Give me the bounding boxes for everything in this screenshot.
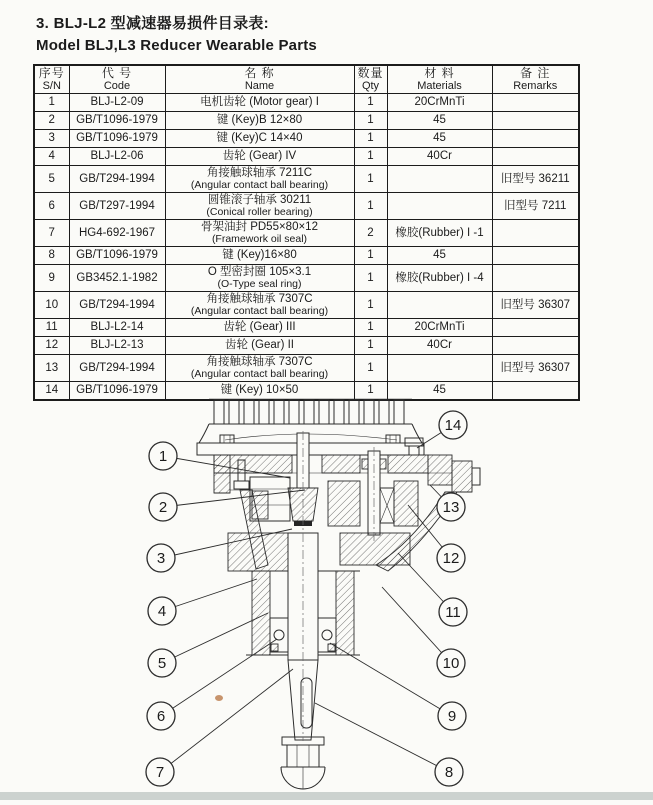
cell-name	[165, 292, 354, 319]
cell-remarks: 旧型号 36211	[492, 166, 579, 193]
table-row	[34, 355, 579, 382]
cell-remarks: 旧型号 36307	[492, 355, 579, 382]
callout-11	[439, 598, 467, 626]
cell-qty: 1	[354, 112, 387, 130]
cell-material: 20CrMnTi	[387, 94, 492, 112]
cell-code: GB3452.1-1982	[69, 265, 165, 292]
part-name: 键 (Key)B 12×80	[216, 114, 303, 127]
part-name-english: (Framework oil seal)	[211, 232, 308, 245]
callout-14	[439, 411, 467, 439]
header-remarks: 备 注 Remarks	[492, 65, 579, 94]
part-name: 齿轮 (Gear) IV	[222, 150, 297, 163]
callout-number: 7	[155, 764, 165, 781]
cell-sn: 3	[34, 130, 69, 148]
cell-material: 45	[387, 382, 492, 401]
cell-code: GB/T1096-1979	[69, 247, 165, 265]
cell-remarks	[492, 247, 579, 265]
table-row	[34, 94, 579, 112]
cell-code: HG4-692-1967	[69, 220, 165, 247]
cell-sn: 1	[34, 94, 69, 112]
cell-name	[165, 319, 354, 337]
cell-qty: 1	[354, 193, 387, 220]
cell-material	[387, 355, 492, 382]
cell-sn: 2	[34, 112, 69, 130]
cell-code: GB/T297-1994	[69, 193, 165, 220]
part-name: 键 (Key)C 14×40	[216, 132, 303, 145]
cell-name	[165, 166, 354, 193]
cell-qty: 2	[354, 220, 387, 247]
reducer-cross-section-diagram	[0, 393, 653, 800]
cell-qty: 1	[354, 130, 387, 148]
cell-remarks	[492, 94, 579, 112]
table-row	[34, 265, 579, 292]
cell-material: 45	[387, 112, 492, 130]
cell-material: 橡胶(Rubber) I -4	[387, 265, 492, 292]
callout-10	[437, 649, 465, 677]
parts-table-header	[34, 65, 579, 94]
header-sn: 序号 S/N	[34, 65, 69, 94]
cell-remarks	[492, 337, 579, 355]
cell-qty: 1	[354, 337, 387, 355]
cell-material: 45	[387, 130, 492, 148]
cell-code: GB/T1096-1979	[69, 130, 165, 148]
table-row	[34, 148, 579, 166]
part-name: 角接触球轴承 7211C	[206, 167, 313, 179]
diagram-svg	[0, 393, 653, 800]
parts-table	[33, 64, 580, 401]
part-name-english: (O-Type seal ring)	[217, 277, 302, 290]
callout-7	[146, 758, 174, 786]
motor-end-bell	[197, 424, 424, 455]
parts-table-body	[34, 94, 579, 401]
motor-fins	[209, 399, 412, 424]
cell-material: 40Cr	[387, 148, 492, 166]
callout-1	[149, 442, 177, 470]
cell-sn: 12	[34, 337, 69, 355]
cell-remarks	[492, 265, 579, 292]
cell-qty: 1	[354, 292, 387, 319]
cell-name	[165, 355, 354, 382]
header-qty: 数量 Qty	[354, 65, 387, 94]
cell-qty: 1	[354, 355, 387, 382]
cell-remarks	[492, 220, 579, 247]
table-row	[34, 130, 579, 148]
page-title: 3. BLJ-L2 型减速器易损件目录表:	[36, 15, 269, 32]
cell-remarks	[492, 148, 579, 166]
cell-sn: 11	[34, 319, 69, 337]
cell-name	[165, 265, 354, 292]
callout-number: 6	[156, 708, 166, 725]
cell-remarks: 旧型号 7211	[492, 193, 579, 220]
cell-qty: 1	[354, 247, 387, 265]
cell-material: 40Cr	[387, 337, 492, 355]
callout-number: 14	[444, 417, 462, 434]
table-row	[34, 166, 579, 193]
cell-sn: 6	[34, 193, 69, 220]
cell-code: GB/T1096-1979	[69, 112, 165, 130]
scan-edge-strip	[0, 792, 653, 800]
callout-6	[147, 702, 175, 730]
cell-material: 橡胶(Rubber) I -1	[387, 220, 492, 247]
callout-number: 11	[445, 604, 461, 621]
callout-number: 12	[442, 550, 460, 567]
callout-number: 9	[447, 708, 457, 725]
table-row	[34, 112, 579, 130]
callout-2	[149, 493, 177, 521]
cell-name	[165, 247, 354, 265]
cell-qty: 1	[354, 265, 387, 292]
cell-remarks	[492, 319, 579, 337]
cell-code: BLJ-L2-13	[69, 337, 165, 355]
callout-number: 2	[158, 499, 168, 516]
table-row	[34, 337, 579, 355]
cell-sn: 4	[34, 148, 69, 166]
cell-name	[165, 337, 354, 355]
part-name-english: (Conical roller bearing)	[206, 205, 313, 218]
part-name: O 型密封圈 105×3.1	[207, 266, 312, 278]
scan-speck	[215, 695, 223, 701]
cell-qty: 1	[354, 319, 387, 337]
callout-5	[148, 649, 176, 677]
part-name: 键 (Key)16×80	[222, 249, 297, 262]
cell-material: 45	[387, 247, 492, 265]
header-materials: 材 料 Materials	[387, 65, 492, 94]
cell-qty: 1	[354, 94, 387, 112]
cell-sn: 7	[34, 220, 69, 247]
doc-header	[36, 12, 317, 54]
cell-remarks	[492, 130, 579, 148]
cell-name	[165, 193, 354, 220]
cell-qty: 1	[354, 382, 387, 401]
part-name-english: (Angular contact ball bearing)	[190, 304, 329, 317]
part-name: 角接触球轴承 7307C	[206, 356, 313, 368]
cell-sn: 10	[34, 292, 69, 319]
cell-remarks: 旧型号 36307	[492, 292, 579, 319]
cell-sn: 13	[34, 355, 69, 382]
callout-8	[435, 758, 463, 786]
callout-number: 8	[444, 764, 454, 781]
callout-number: 4	[157, 603, 167, 620]
part-name: 齿轮 (Gear) III	[223, 321, 296, 334]
cell-material	[387, 292, 492, 319]
cell-code: BLJ-L2-06	[69, 148, 165, 166]
cell-name	[165, 130, 354, 148]
table-row	[34, 247, 579, 265]
cell-sn: 14	[34, 382, 69, 401]
cell-name	[165, 148, 354, 166]
callout-number: 1	[158, 448, 168, 465]
page-subtitle: Model BLJ,L3 Reducer Wearable Parts	[36, 37, 317, 54]
part-name: 角接触球轴承 7307C	[206, 293, 313, 305]
part-name: 齿轮 (Gear) II	[224, 339, 294, 352]
part-name: 电机齿轮 (Motor gear) I	[200, 96, 319, 109]
table-row	[34, 319, 579, 337]
cell-code: GB/T294-1994	[69, 292, 165, 319]
cell-qty: 1	[354, 148, 387, 166]
cell-sn: 5	[34, 166, 69, 193]
callout-9	[438, 702, 466, 730]
part-name-english: (Angular contact ball bearing)	[190, 178, 329, 191]
callout-number: 5	[157, 655, 167, 672]
cell-name	[165, 220, 354, 247]
table-row	[34, 193, 579, 220]
callout-number: 10	[442, 655, 460, 672]
callout-13	[437, 493, 465, 521]
cell-name	[165, 94, 354, 112]
cell-code: GB/T294-1994	[69, 355, 165, 382]
header-name: 名 称 Name	[165, 65, 354, 94]
callout-number: 13	[442, 499, 460, 516]
cell-material	[387, 193, 492, 220]
cell-sn: 8	[34, 247, 69, 265]
callout-number: 3	[156, 550, 166, 567]
table-row	[34, 220, 579, 247]
cell-material: 20CrMnTi	[387, 319, 492, 337]
cell-qty: 1	[354, 166, 387, 193]
header-code: 代 号 Code	[69, 65, 165, 94]
cell-code: BLJ-L2-09	[69, 94, 165, 112]
part-name: 骨架油封 PD55×80×12	[201, 221, 318, 233]
part-name: 键 (Key) 10×50	[220, 384, 299, 397]
callout-4	[148, 597, 176, 625]
cell-code: BLJ-L2-14	[69, 319, 165, 337]
table-row	[34, 292, 579, 319]
callout-12	[437, 544, 465, 572]
cell-code: GB/T1096-1979	[69, 382, 165, 401]
part-name: 圆锥滚子轴承 30211	[207, 194, 312, 206]
cell-name	[165, 112, 354, 130]
right-housing-flange	[452, 461, 480, 492]
cell-material	[387, 166, 492, 193]
header-row	[34, 65, 579, 94]
cell-code: GB/T294-1994	[69, 166, 165, 193]
cell-remarks	[492, 112, 579, 130]
cell-sn: 9	[34, 265, 69, 292]
callout-3	[147, 544, 175, 572]
part-name-english: (Angular contact ball bearing)	[190, 367, 329, 380]
